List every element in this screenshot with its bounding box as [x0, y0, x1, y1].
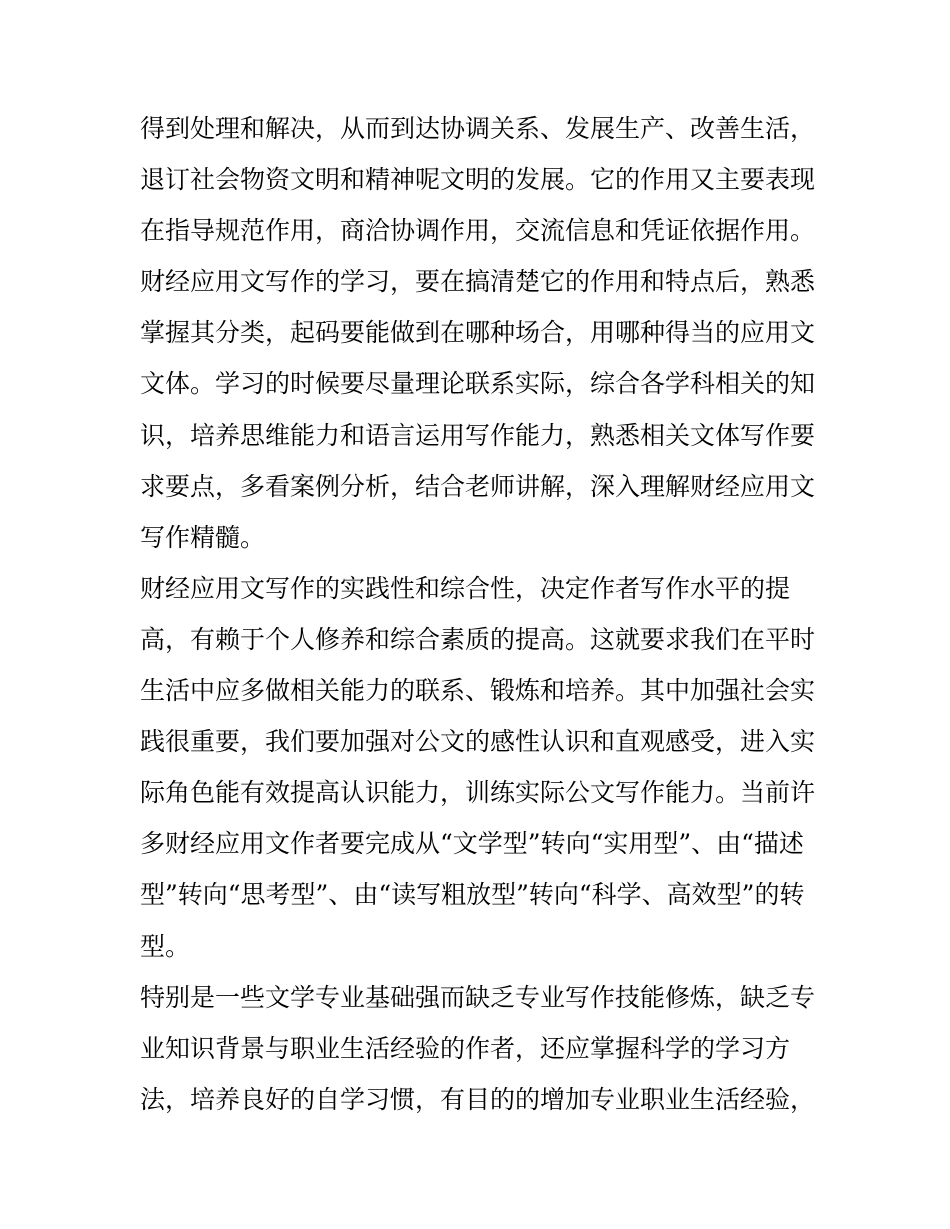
text-line: 多财经应用文作者要完成从“文学型”转向“实用型”、由“描述	[140, 829, 804, 859]
text-line: 财经应用文写作的学习，要在搞清楚它的作用和特点后，熟悉	[140, 267, 816, 297]
text-line: 求要点，多看案例分析，结合老师讲解，深入理解财经应用文	[140, 471, 816, 501]
text-line: 生活中应多做相关能力的联系、锻炼和培养。其中加强社会实	[140, 676, 816, 706]
text-line: 退订社会物资文明和精神呢文明的发展。它的作用又主要表现	[140, 165, 816, 195]
text-line: 特别是一些文学专业基础强而缺乏专业写作技能修炼，缺乏专	[140, 982, 816, 1012]
text-line: 写作精髓。	[140, 522, 266, 552]
text-line: 识，培养思维能力和语言运用写作能力，熟悉相关文体写作要	[140, 420, 816, 450]
text-line: 业知识背景与职业生活经验的作者，还应掌握科学的学习方	[140, 1033, 791, 1063]
text-line: 型。	[140, 931, 191, 961]
text-line: 高，有赖于个人修养和综合素质的提高。这就要求我们在平时	[140, 624, 816, 654]
text-line: 财经应用文写作的实践性和综合性，决定作者写作水平的提	[140, 573, 791, 603]
text-line: 在指导规范作用，商洽协调作用，交流信息和凭证依据作用。	[140, 216, 816, 246]
text-line: 文体。学习的时候要尽量理论联系实际，综合各学科相关的知	[140, 369, 816, 399]
text-line: 际角色能有效提高认识能力，训练实际公文写作能力。当前许	[140, 778, 816, 808]
text-line: 得到处理和解决，从而到达协调关系、发展生产、改善生活，	[140, 114, 816, 143]
body-text	[140, 107, 820, 1129]
text-line: 法，培养良好的自学习惯，有目的的增加专业职业生活经验，	[140, 1084, 816, 1114]
text-line: 践很重要，我们要加强对公文的感性认识和直观感受，进入实	[140, 727, 816, 757]
text-line: 型”转向“思考型”、由“读写粗放型”转向“科学、高效型”的转	[140, 880, 805, 910]
text-line: 掌握其分类，起码要能做到在哪种场合，用哪种得当的应用文	[140, 318, 816, 348]
